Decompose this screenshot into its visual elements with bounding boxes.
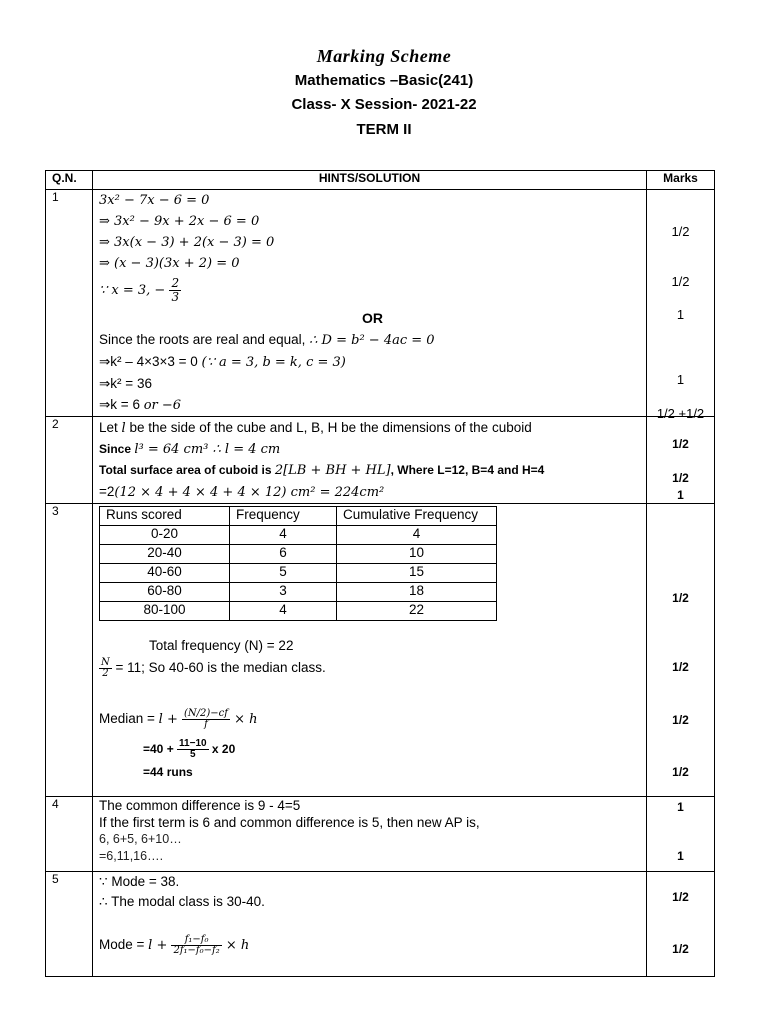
marks-cell — [647, 872, 715, 977]
fraction-denominator: 2 — [102, 667, 109, 679]
mark-value: 1/2 — [672, 471, 689, 485]
fraction-numerator: (N/2)−cf — [184, 707, 228, 719]
mark-value: 1/2 +1/2 — [656, 406, 705, 421]
mark-value: 1/2 — [671, 224, 690, 239]
marks-cell — [647, 417, 715, 504]
roots-text: ∵ x = 3, − — [99, 283, 166, 298]
mark-value: 1 — [677, 849, 684, 863]
freq-cell: 80-100 — [100, 602, 230, 621]
freq-cell: 0-20 — [100, 526, 230, 545]
fraction-denominator: 5 — [190, 749, 196, 761]
marks-cell — [647, 190, 715, 421]
median-class-line — [99, 656, 646, 680]
freq-cell: 5 — [230, 564, 337, 583]
solution-text: Total surface area of cuboid is — [99, 463, 275, 477]
solution-text: =40 + — [143, 742, 178, 756]
solution-line: 3x² − 7x − 6 = 0 — [99, 193, 210, 208]
solution-line: ⇒ (x − 3)(3x + 2) = 0 — [99, 256, 240, 271]
frequency-table — [99, 506, 497, 621]
solution-line: ⇒k² = 36 — [99, 376, 152, 391]
solution-line: The common difference is 9 - 4=5 — [99, 798, 301, 813]
solution-line — [99, 439, 646, 460]
or-divider: OR — [362, 310, 383, 326]
solution-text: x 20 — [208, 742, 236, 756]
question-number: 2 — [46, 417, 93, 504]
solution-math: or −6 — [143, 398, 182, 413]
solution-math: (∵ a = 3, b = k, c = 3) — [201, 355, 346, 370]
solution-math: l + — [158, 712, 182, 727]
freq-cell: 4 — [230, 602, 337, 621]
freq-header: Cumulative Frequency — [337, 507, 497, 526]
solution-line: ∵ Mode = 38. — [99, 874, 180, 889]
solution-math: 2[LB + BH + HL] — [274, 463, 391, 478]
mark-value: 1/2 — [672, 765, 689, 779]
median-step-line — [99, 736, 646, 762]
freq-cell: 6 — [230, 545, 337, 564]
solution-text: Let — [99, 420, 122, 435]
subject-heading: Mathematics –Basic(241) — [294, 72, 474, 89]
solution-text: be the side of the cube and L, B, H be the dimensions of the cuboid — [125, 420, 532, 435]
mark-value: 1 — [676, 372, 685, 387]
solution-line — [99, 460, 646, 481]
table-row — [100, 602, 497, 621]
solution-line — [99, 329, 646, 351]
solution-cell — [93, 417, 647, 504]
solution-line: ⇒ 3x(x − 3) + 2(x − 3) = 0 — [99, 235, 275, 250]
term-heading: TERM II — [356, 121, 412, 138]
solution-line: =6,11,16…. — [99, 849, 164, 863]
freq-cell: 40-60 — [100, 564, 230, 583]
fraction-numerator: 11−10 — [179, 738, 207, 750]
solution-math: l³ = 64 cm³ ∴ l = 4 cm — [134, 442, 281, 457]
mark-value: 1 — [676, 307, 685, 322]
mark-value: 1/2 — [672, 437, 689, 451]
solution-text: ⇒k = 6 — [99, 397, 144, 412]
fraction — [177, 739, 209, 760]
solution-math: ∴ D = b² − 4ac = 0 — [309, 333, 435, 348]
table-row — [100, 583, 497, 602]
mark-value: 1 — [677, 800, 684, 814]
marks-cell — [647, 797, 715, 872]
mark-value: 1/2 — [672, 713, 689, 727]
fraction — [182, 709, 230, 730]
table-header-row — [46, 171, 715, 190]
fraction — [169, 277, 181, 304]
question-number: 1 — [46, 190, 93, 417]
fraction-numerator: f₁−f₀ — [171, 935, 221, 946]
freq-cell: 18 — [337, 583, 497, 602]
fraction-denominator: 3 — [171, 290, 180, 304]
document-title: Marking Scheme — [316, 46, 452, 66]
solution-text: Median = — [99, 711, 159, 726]
fraction — [171, 935, 221, 956]
median-formula-line — [99, 702, 646, 736]
solution-line — [99, 274, 646, 308]
freq-header: Frequency — [230, 507, 337, 526]
mark-value: 1/2 — [672, 660, 689, 674]
table-row — [100, 564, 497, 583]
mark-value: 1 — [677, 488, 684, 502]
question-row-4 — [46, 797, 715, 872]
fraction-denominator: f — [204, 718, 208, 730]
solution-line — [99, 351, 646, 373]
col-hints-header: HINTS/SOLUTION — [93, 171, 647, 190]
solution-cell — [93, 797, 647, 872]
freq-cell: 3 — [230, 583, 337, 602]
mark-value: 1/2 — [672, 890, 689, 904]
mark-value: 1/2 — [672, 942, 689, 956]
question-number: 3 — [46, 504, 93, 797]
solution-line: If the first term is 6 and common difference is 5, then new AP is, — [99, 815, 480, 830]
mark-value: 1/2 — [672, 591, 689, 605]
question-row-1 — [46, 190, 715, 417]
fraction-numerator: N — [101, 656, 110, 668]
solution-cell — [93, 504, 647, 797]
marking-table — [45, 170, 715, 977]
solution-math: l — [121, 421, 126, 436]
mode-formula-line — [99, 928, 646, 962]
solution-cell — [93, 190, 647, 417]
freq-cell: 15 — [337, 564, 497, 583]
question-row-5 — [46, 872, 715, 977]
question-number: 5 — [46, 872, 93, 977]
freq-cell: 22 — [337, 602, 497, 621]
class-session-heading: Class- X Session- 2021-22 — [291, 96, 477, 113]
solution-text: , Where L=12, B=4 and H=4 — [390, 463, 545, 477]
solution-line — [99, 394, 646, 416]
solution-math: × h — [221, 938, 250, 953]
freq-cell: 4 — [230, 526, 337, 545]
fraction-denominator: 2f₁−f₀−f₂ — [173, 944, 220, 956]
marks-cell — [647, 504, 715, 797]
solution-line — [99, 417, 646, 439]
question-row-2 — [46, 417, 715, 504]
solution-line — [99, 481, 646, 503]
col-marks-header: Marks — [647, 171, 715, 190]
solution-line: ⇒ 3x² − 9x + 2x − 6 = 0 — [99, 214, 260, 229]
table-row — [100, 545, 497, 564]
freq-header: Runs scored — [100, 507, 230, 526]
solution-text: ⇒k² – 4×3×3 = 0 — [99, 354, 198, 369]
question-row-3 — [46, 504, 715, 797]
solution-line: ∴ The modal class is 30-40. — [99, 894, 265, 909]
mark-value: 1/2 — [671, 274, 690, 289]
solution-math: × h — [229, 712, 258, 727]
solution-text: =2 — [99, 484, 115, 499]
solution-text: Mode = — [99, 937, 149, 952]
fraction — [99, 658, 112, 679]
freq-cell: 20-40 — [100, 545, 230, 564]
fraction-numerator: 2 — [171, 276, 180, 290]
freq-cell: 10 — [337, 545, 497, 564]
solution-cell — [93, 872, 647, 977]
solution-line: 6, 6+5, 6+10… — [99, 832, 182, 846]
solution-text: = 11; So 40-60 is the median class. — [115, 660, 326, 675]
total-frequency: Total frequency (N) = 22 — [149, 638, 294, 653]
freq-cell: 4 — [337, 526, 497, 545]
median-result: =44 runs — [143, 765, 193, 779]
freq-cell: 60-80 — [100, 583, 230, 602]
table-row — [100, 526, 497, 545]
solution-math: (12 × 4 + 4 × 4 + 4 × 12) cm² = 224cm² — [114, 485, 385, 500]
question-number: 4 — [46, 797, 93, 872]
solution-math: l + — [148, 938, 172, 953]
frequency-header-row — [100, 507, 497, 526]
solution-text: Since — [99, 442, 135, 456]
solution-text: Since the roots are real and equal, — [99, 332, 306, 347]
col-qn-header: Q.N. — [46, 171, 93, 190]
